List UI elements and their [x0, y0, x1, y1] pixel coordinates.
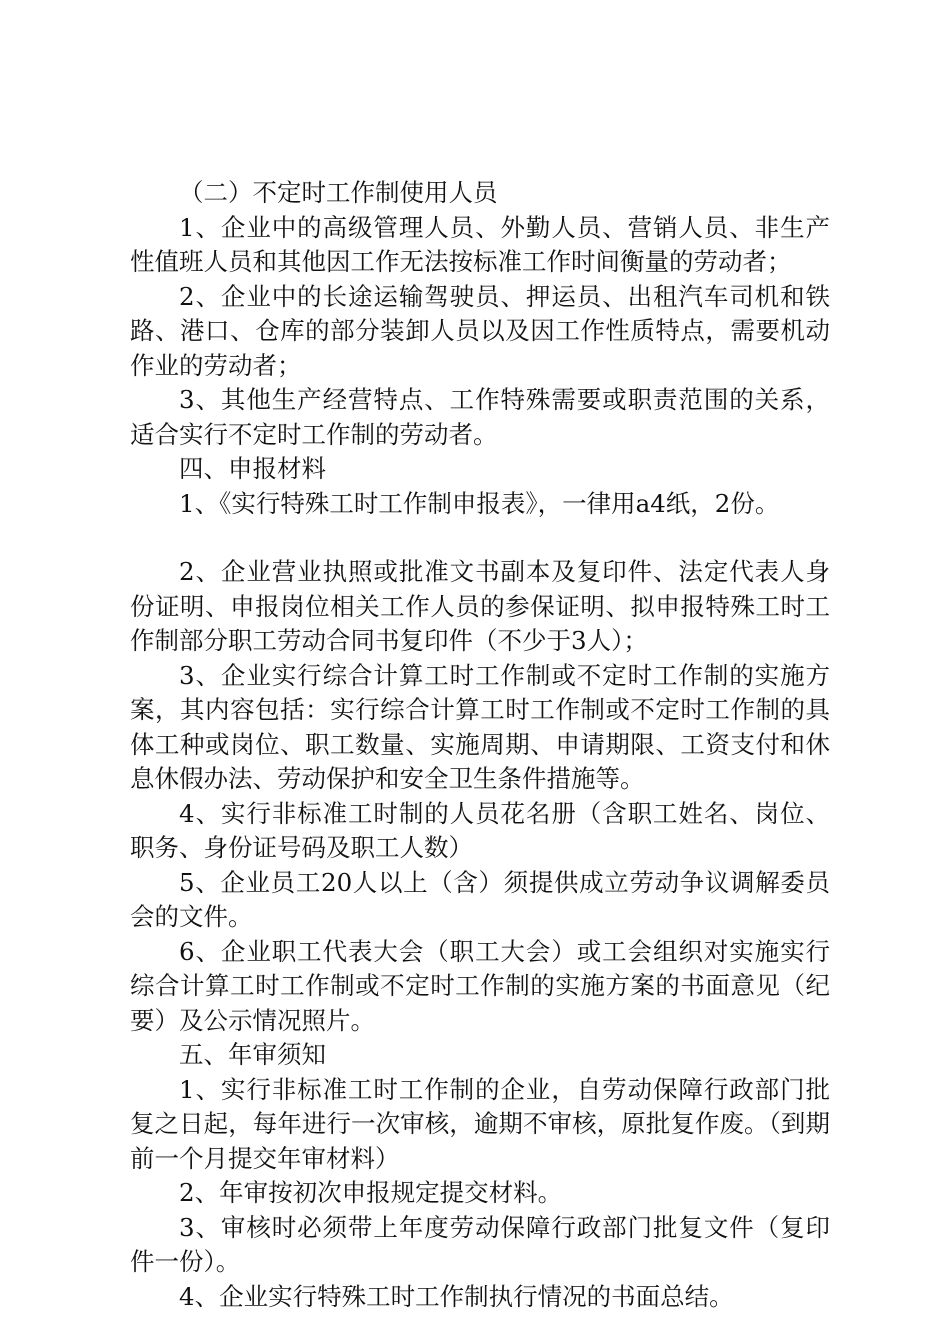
paragraph-material-2-license: 2、企业营业执照或批准文书副本及复印件、法定代表人身份证明、申报岗位相关工作人员的参保证明、拟申报特殊工时工作制部分职工劳动合同书复印件（不少于3人）；	[130, 557, 830, 655]
heading-irregular-hours-personnel: （二）不定时工作制使用人员	[179, 178, 498, 207]
paragraph-material-6-opinion: 6、企业职工代表大会（职工大会）或工会组织对实施实行综合计算工时工作制或不定时工作制的实施方案的书面意见（纪要）及公示情况照片。	[130, 936, 830, 1035]
heading-application-materials: 四、申报材料	[179, 454, 326, 483]
paragraph-review-1-annual: 1、实行非标准工时工作制的企业，自劳动保障行政部门批复之日起，每年进行一次审核，逾期不审核，原批复作废。（到期前一个月提交年审材料）	[130, 1074, 830, 1173]
paragraph-item-1-managers: 1、企业中的高级管理人员、外勤人员、营销人员、非生产性值班人员和其他因工作无法按标准工作时间衡量的劳动者；	[130, 212, 830, 276]
paragraph-item-2-drivers: 2、企业中的长途运输驾驶员、押运员、出租汽车司机和铁路、港口、仓库的部分装卸人员以及因工作性质特点，需要机动作业的劳动者；	[130, 281, 830, 380]
document-body	[130, 176, 830, 1314]
paragraph-material-4-roster: 4、实行非标准工时制的人员花名册（含职工姓名、岗位、职务、身份证号码及职工人数）	[130, 798, 830, 862]
paragraph-material-5-mediation: 5、企业员工20人以上（含）须提供成立劳动争议调解委员会的文件。	[130, 867, 830, 931]
paragraph-review-4-summary: 4、企业实行特殊工时工作制执行情况的书面总结。	[179, 1281, 734, 1311]
heading-annual-review: 五、年审须知	[179, 1040, 326, 1069]
paragraph-material-3-plan: 3、企业实行综合计算工时工作制或不定时工作制的实施方案，其内容包括：实行综合计算工时工作制或不定时工作制的具体工种或岗位、职工数量、实施周期、申请期限、工资支付和休息休假办法、劳动保护和安全卫生条件措施等。	[130, 660, 830, 793]
paragraph-review-3-approval: 3、审核时必须带上年度劳动保障行政部门批复文件（复印件一份）。	[130, 1212, 830, 1276]
paragraph-review-2-materials: 2、年审按初次申报规定提交材料。	[179, 1178, 563, 1207]
paragraph-item-3-others: 3、其他生产经营特点、工作特殊需要或职责范围的关系，适合实行不定时工作制的劳动者。	[130, 385, 830, 449]
paragraph-material-1-form: 1、《实行特殊工时工作制申报表》，一律用a4纸，2份。	[179, 488, 780, 518]
